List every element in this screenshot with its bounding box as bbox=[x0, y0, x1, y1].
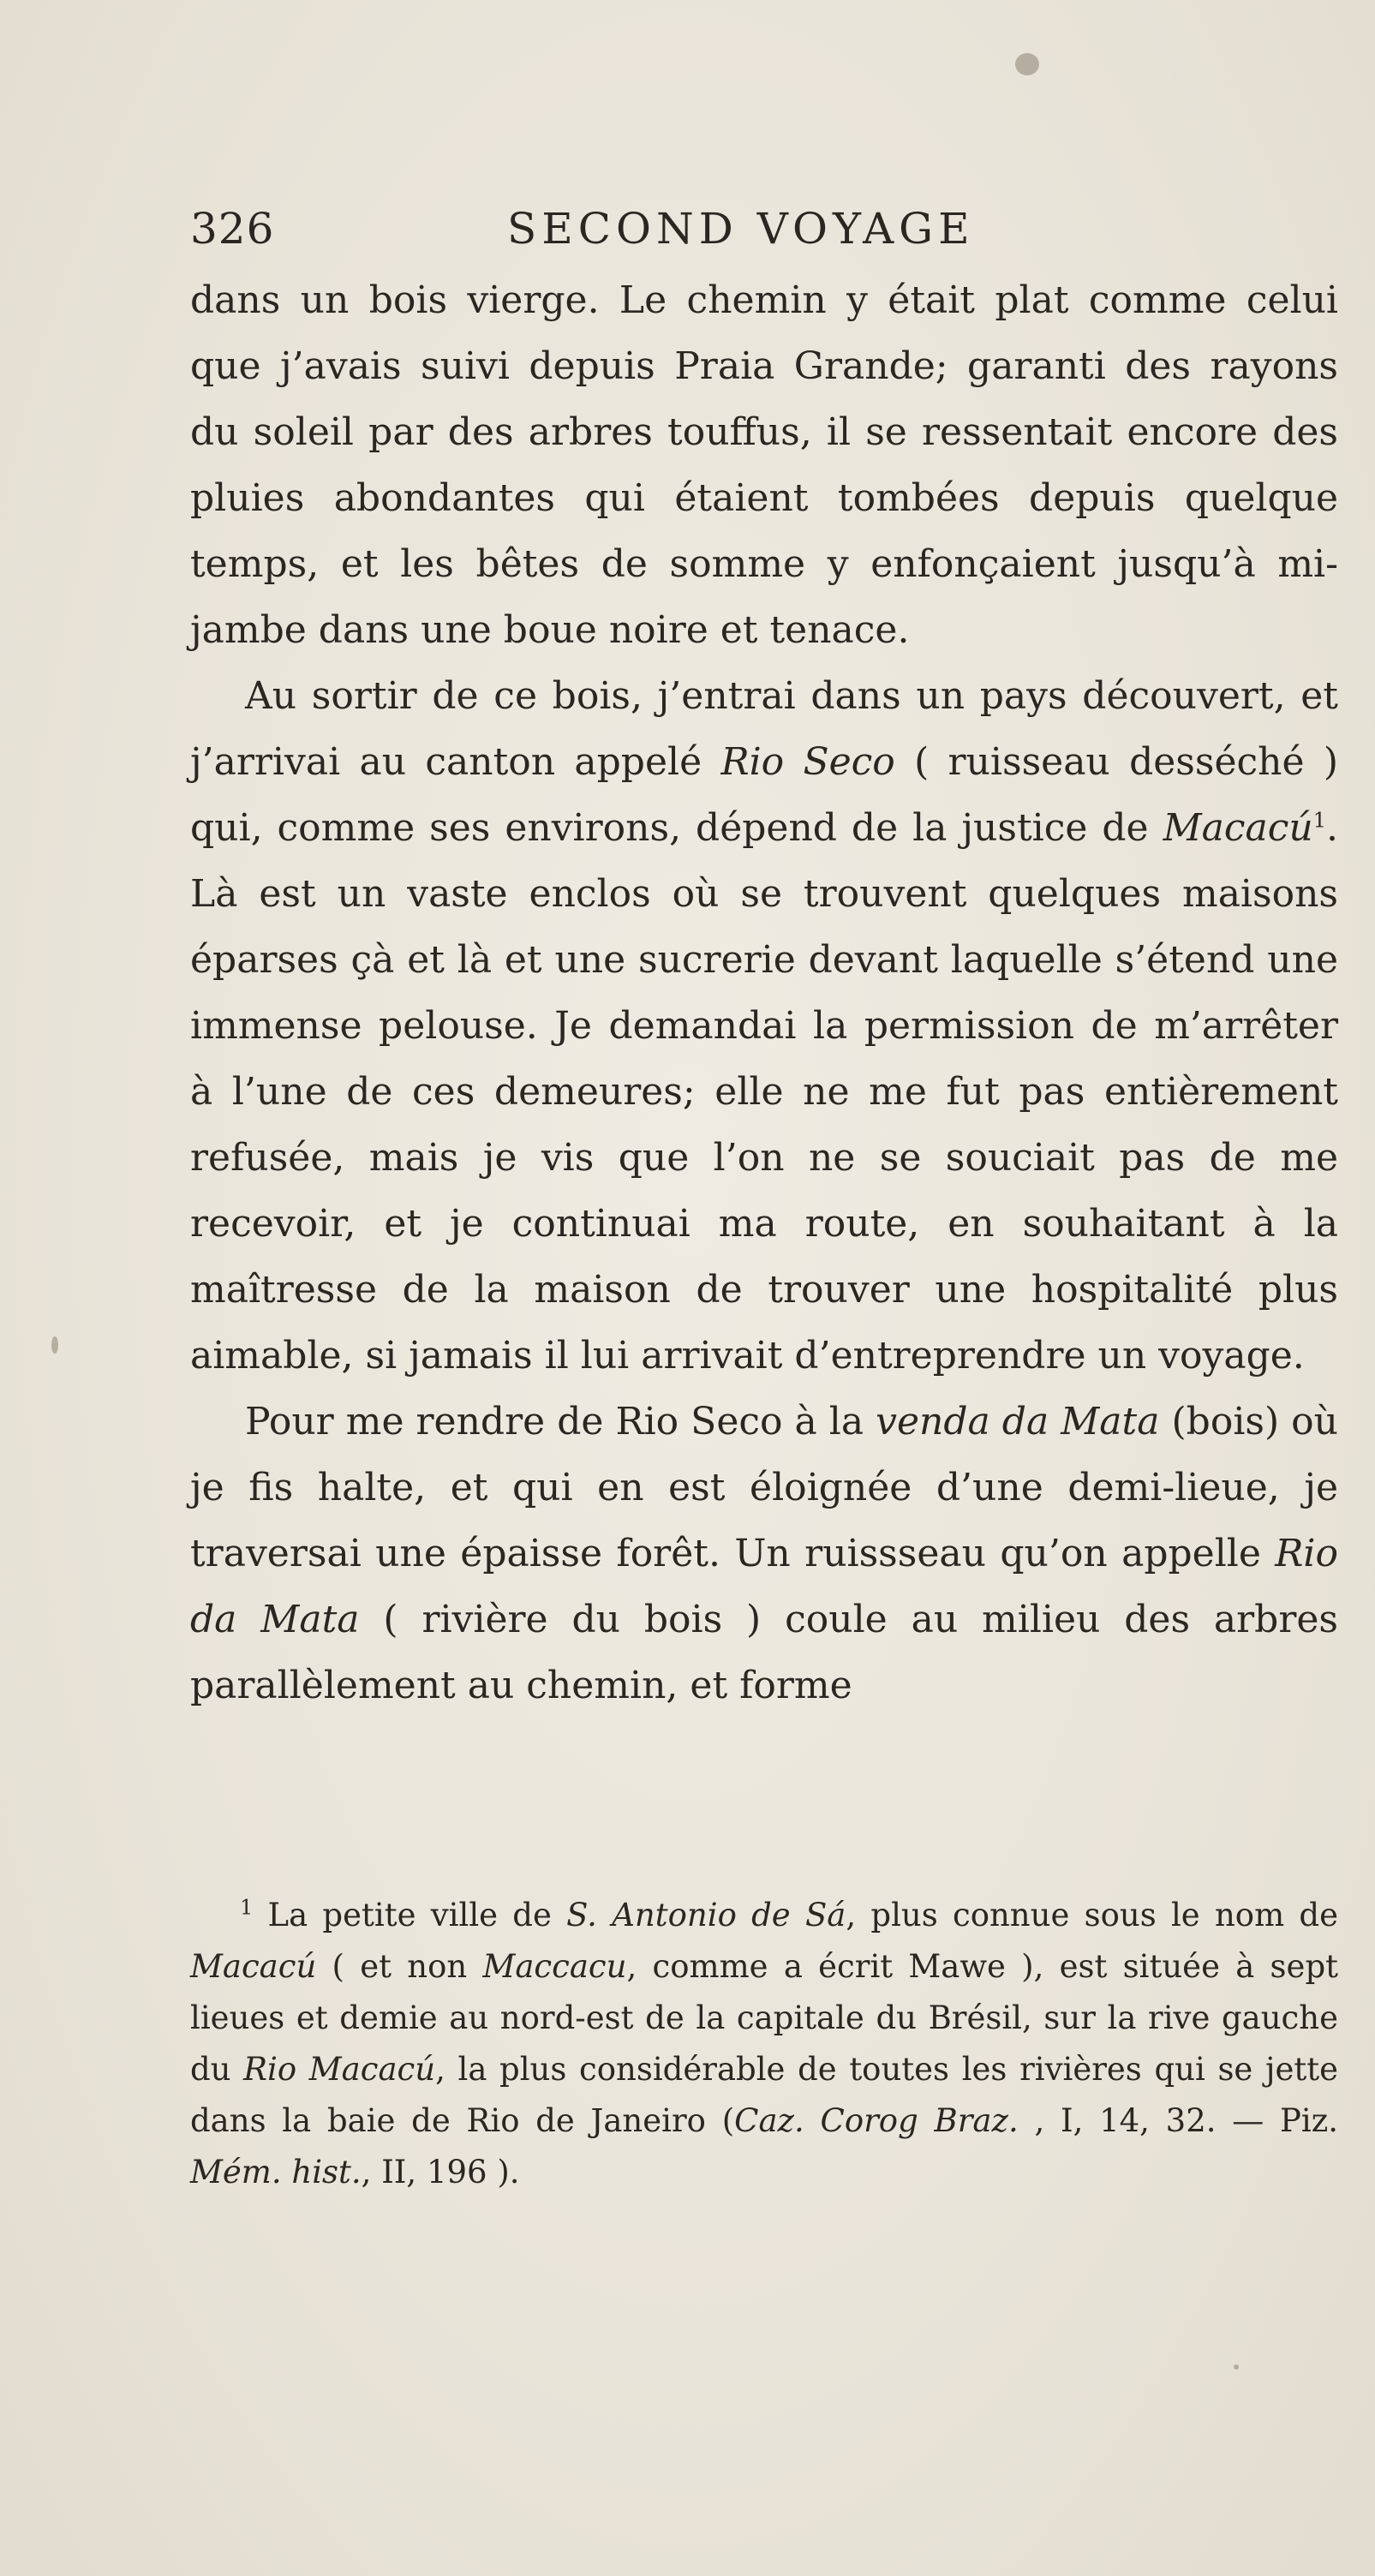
paper-speck bbox=[1015, 53, 1039, 75]
italic-text: Rio Macacú bbox=[243, 2051, 436, 2088]
text-run: Au sortir de ce bois, j’entrai dans un pays découvert, et j’arrivai au canton appelé bbox=[190, 674, 1338, 784]
text-run: La petite ville de bbox=[253, 1897, 567, 1933]
paper-speck bbox=[1234, 2364, 1239, 2370]
running-header bbox=[190, 199, 1338, 259]
italic-place-name: Rio Seco bbox=[720, 740, 895, 784]
text-run: (bois) où je fis halte, et qui en est éloignée d’une demi-lieue, je traversai une épaisse forêt. Un ruissseau qu’on appelle bbox=[190, 1400, 1338, 1575]
running-title: SECOND VOYAGE bbox=[507, 204, 975, 254]
paragraph-2 bbox=[190, 663, 1338, 1389]
italic-place-name: Rio da Mata bbox=[190, 1532, 1338, 1641]
text-run: , II, 196 ). bbox=[361, 2154, 520, 2190]
main-text bbox=[190, 267, 1338, 1718]
footnote-number: 1 bbox=[240, 1895, 254, 1920]
text-run: , comme a écrit Mawe ), est située à sept lieues et demie au nord-est de la capitale du Brésil, sur la rive gauche du bbox=[190, 1948, 1338, 2088]
text-run: ( rivière du bois ) coule au milieu des arbres parallèlement au chemin, et forme bbox=[190, 1598, 1338, 1707]
text-run: . Là est un vaste enclos où se trouvent quelques maisons éparses çà et là et une sucrerie devant laquelle s’étend une immense pelouse. Je demandai la permission de m’arrêter à l’une de ces demeures; elle ne me fut pas entièrement refusée, mais je vis que l’on ne se souciait pas de me recevoir, et je continuai ma route, en souhaitant à la maîtresse de la maison de trouver une hospitalité plus aimable, si jamais il lui arrivait d’entreprendre un voyage. bbox=[190, 806, 1338, 1378]
footnote-1 bbox=[190, 1890, 1338, 2198]
italic-place-name: Macacú bbox=[1163, 806, 1313, 850]
italic-text: S. Antonio de Sá bbox=[566, 1897, 846, 1933]
italic-citation: Caz. Corog Braz. bbox=[734, 2102, 1019, 2139]
paper-speck bbox=[51, 1336, 58, 1354]
italic-text: Macacú bbox=[190, 1948, 317, 1985]
footnote-reference: 1 bbox=[1312, 808, 1326, 833]
text-run: , I, 14, 32. — Piz. bbox=[1018, 2102, 1338, 2139]
text-run: Pour me rendre de Rio Seco à la bbox=[245, 1400, 876, 1443]
italic-place-name: venda da Mata bbox=[876, 1400, 1160, 1443]
paragraph-1: dans un bois vierge. Le chemin y était plat comme celui que j’avais suivi depuis Praia Grande; garanti des rayons du soleil par des arbres touffus, il se ressentait encore des pluies abondantes qui étaient tombées depuis quelque temps, et les bêtes de somme y enfonçaient jusqu’à mi-jambe dans une boue noire et tenace. bbox=[190, 278, 1338, 652]
italic-citation: Mém. hist. bbox=[190, 2154, 362, 2190]
footnote-block bbox=[190, 1890, 1338, 2198]
text-run: , la plus considérable de toutes les rivières qui se jette dans la baie de Rio de Janeiro ( bbox=[190, 2051, 1338, 2139]
text-run: ( ruisseau desséché ) qui, comme ses environs, dépend de la justice de bbox=[190, 740, 1338, 850]
page-number: 326 bbox=[190, 204, 275, 254]
paragraph-3 bbox=[190, 1389, 1338, 1718]
text-run: ( et non bbox=[316, 1948, 483, 1985]
italic-text: Maccacu bbox=[482, 1948, 627, 1985]
text-run: , plus connue sous le nom de bbox=[846, 1897, 1338, 1933]
